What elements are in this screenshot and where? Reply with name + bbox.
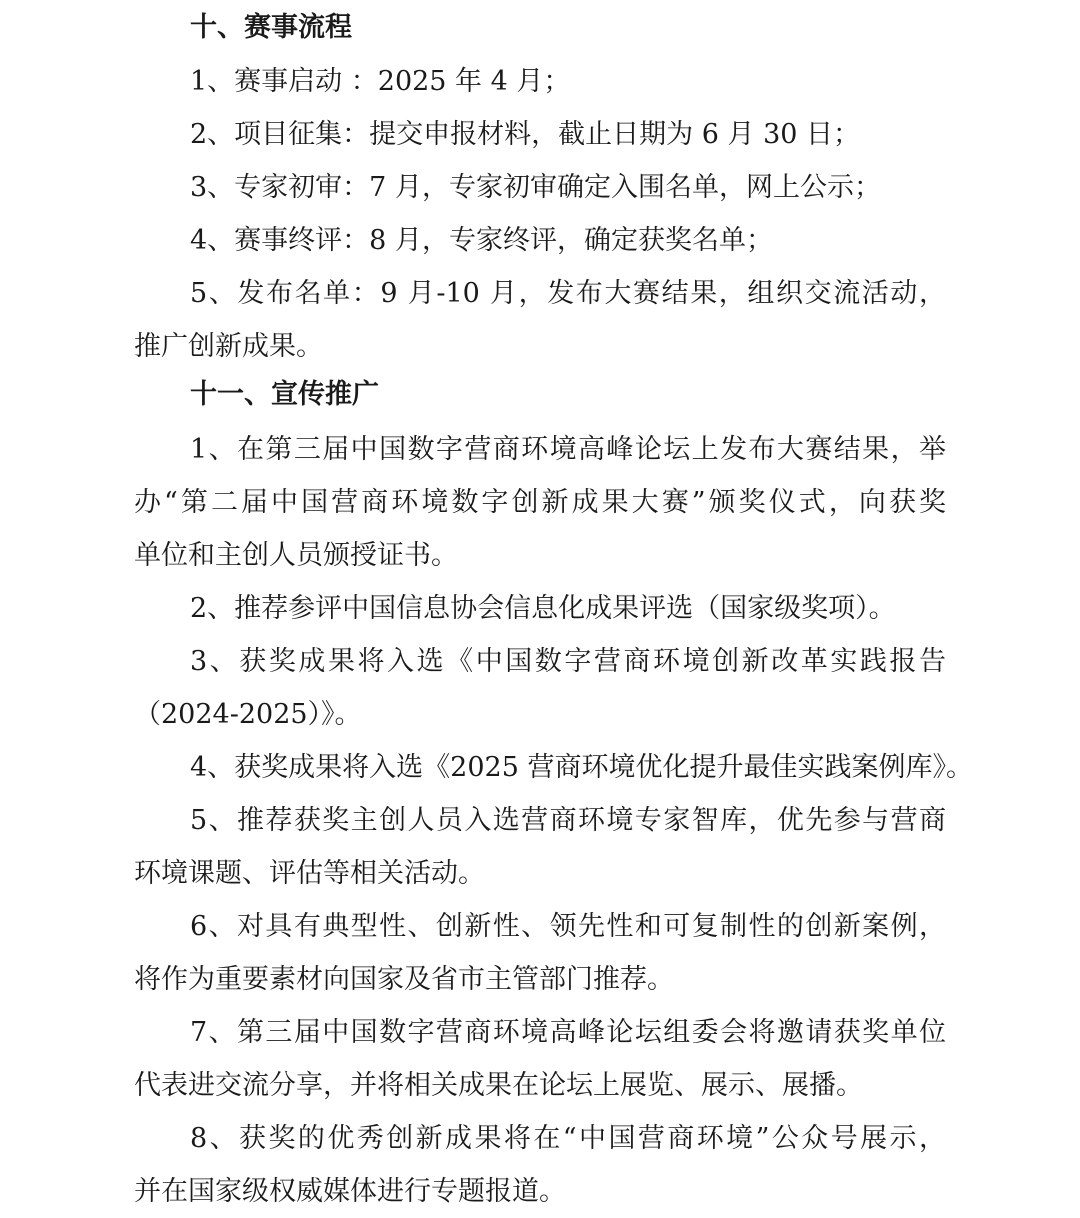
section-11-item-6: 6、对具有典型性、创新性、领先性和可复制性的创新案例， 将作为重要素材向国家及省市主管部门推荐。 — [134, 911, 946, 995]
section-11-item-3: 3、获奖成果将入选《中国数字营商环境创新改革实践报告 （2024-2025）》。 — [134, 646, 946, 730]
section-10-item-4: 4、赛事终评：8 月，专家终评，确定获奖名单； — [190, 225, 773, 256]
section-10-item-1: 1、赛事启动 ：2025 年 4 月； — [190, 66, 571, 97]
section-10-item-3: 3、专家初审：7 月，专家初审确定入围名单，网上公示； — [190, 172, 881, 203]
section-10-item-2: 2、项目征集：提交申报材料，截止日期为 6 月 30 日； — [190, 119, 861, 150]
section-11-item-2: 2、推荐参评中国信息协会信息化成果评选（国家级奖项）。 — [190, 593, 896, 624]
section-11-item-4: 4、获奖成果将入选《2025 营商环境优化提升最佳实践案例库》。 — [190, 752, 973, 783]
section-10-item-5: 5、发布名单：9 月-10 月，发布大赛结果，组织交流活动， 推广创新成果。 — [134, 278, 946, 362]
section-10-heading: 十、赛事流程 — [190, 12, 352, 43]
section-11-item-7: 7、第三届中国数字营商环境高峰论坛组委会将邀请获奖单位 代表进交流分享，并将相关成果在论坛上展览、展示、展播。 — [134, 1017, 946, 1101]
section-11-heading: 十一、宣传推广 — [190, 379, 379, 410]
section-11-item-5: 5、推荐获奖主创人员入选营商环境专家智库，优先参与营商 环境课题、评估等相关活动。 — [134, 805, 946, 889]
section-11-item-8: 8、获奖的优秀创新成果将在“中国营商环境”公众号展示， 并在国家级权威媒体进行专题报道。 — [134, 1123, 946, 1207]
section-11-item-1: 1、在第三届中国数字营商环境高峰论坛上发布大赛结果，举 办“第二届中国营商环境数字创新成果大赛”颁奖仪式，向获奖 单位和主创人员颁授证书。 — [134, 434, 946, 571]
